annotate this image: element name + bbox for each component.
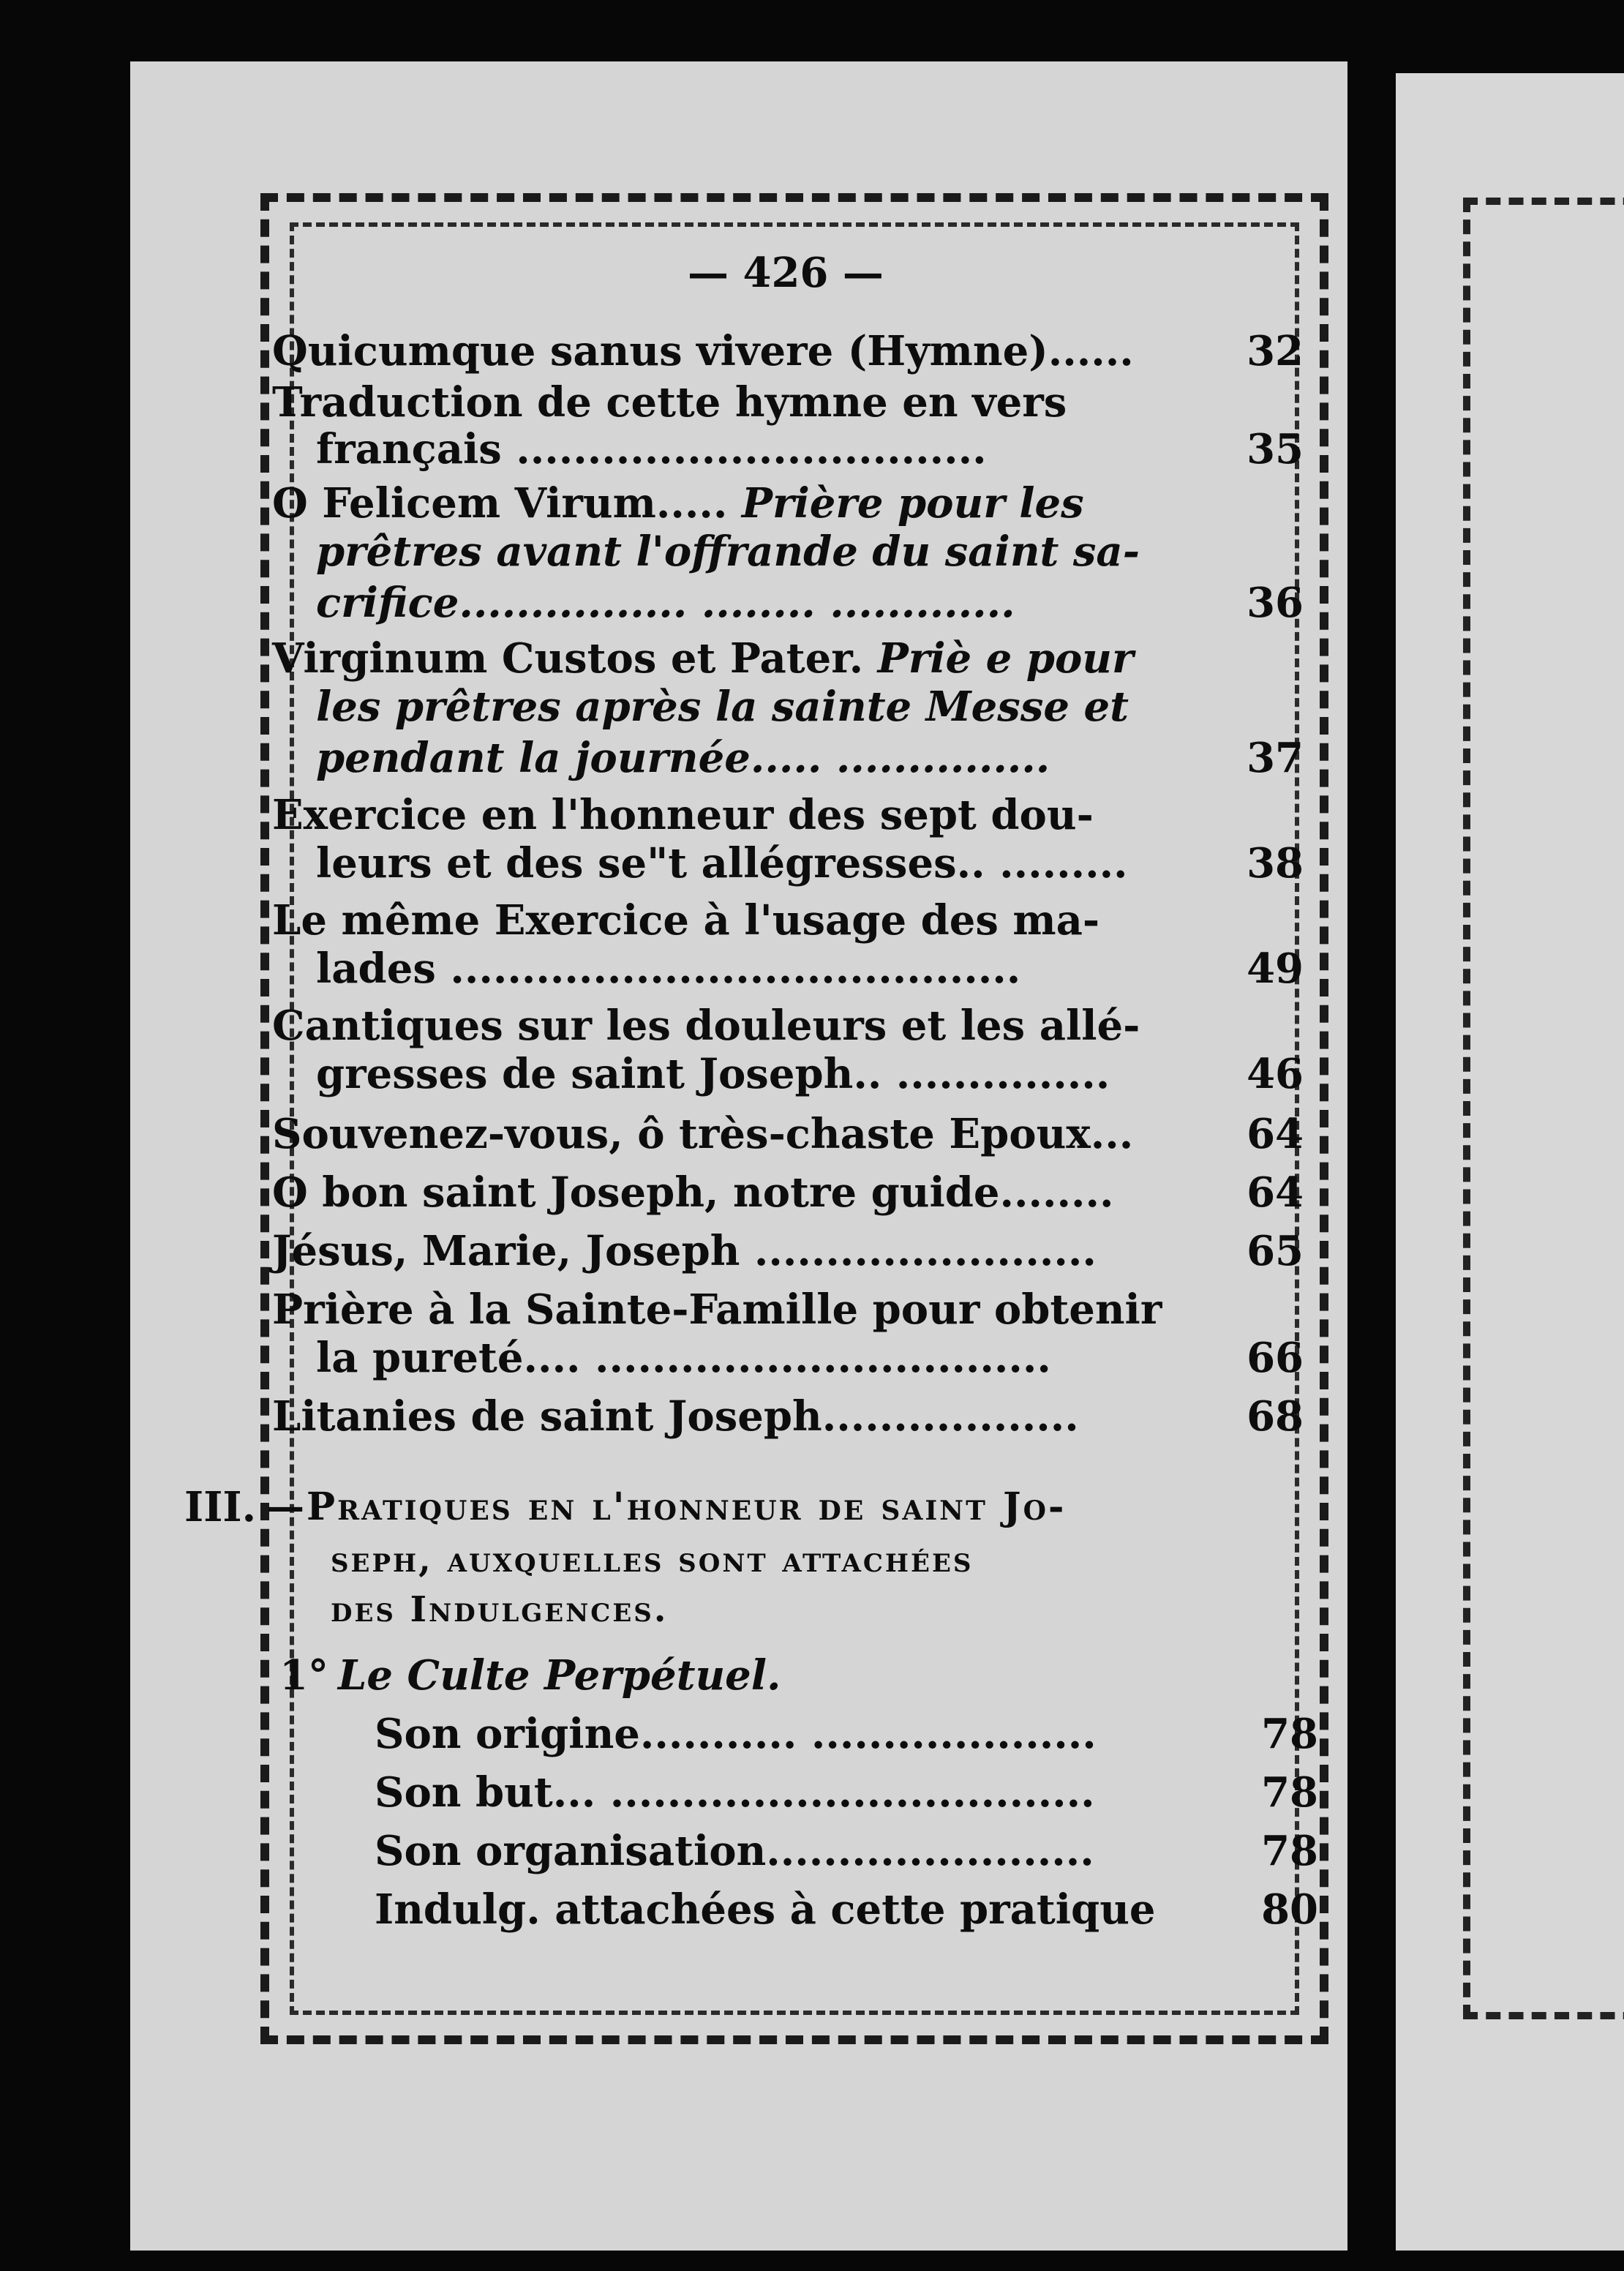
subsection-label: 1° — [279, 1651, 328, 1700]
entry-page: 46 — [1247, 1050, 1304, 1098]
entry-text: Exercice en l'honneur des sept dou- — [272, 791, 1094, 839]
entry-text: Son origine........... .................... — [375, 1710, 1097, 1758]
entry-text: Traduction de cette hymne en vers — [272, 378, 1067, 427]
entry-text: Le même Exercice à l'usage des ma- — [272, 896, 1100, 945]
entry-text: Virginum Custos et Pater. Priè e pour — [272, 634, 1134, 683]
entry-page: 66 — [1247, 1334, 1304, 1382]
right-page-edge — [1396, 73, 1624, 2251]
entry-page: 64 — [1247, 1168, 1304, 1217]
section-heading-line: —Pratiques en l'honneur de saint Jo- — [266, 1484, 1067, 1529]
entry-text: O Felicem Virum..... Prière pour les — [272, 479, 1084, 528]
entry-page: 49 — [1247, 945, 1304, 993]
entry-text: gresses de saint Joseph.. ............... — [316, 1050, 1110, 1098]
entry-text: Son organisation....................... — [375, 1827, 1094, 1875]
entry-text: Litanies de saint Joseph.................. — [272, 1392, 1079, 1441]
entry-page: 35 — [1247, 425, 1304, 473]
entry-page: 65 — [1247, 1227, 1304, 1275]
entry-text: Quicumque sanus vivere (Hymne)...... — [272, 327, 1134, 375]
entry-text: français ................................. — [316, 425, 987, 473]
section-numeral: III. — [184, 1483, 257, 1531]
entry-text: les prêtres après la sainte Messe et — [316, 683, 1129, 731]
entry-text: crifice................ ........ ............. — [316, 579, 1015, 627]
entry-page: 78 — [1261, 1710, 1318, 1758]
entry-text: Cantiques sur les douleurs et les allé- — [272, 1002, 1140, 1050]
subsection-title: Le Culte Perpétuel. — [338, 1651, 781, 1700]
right-page-border — [1463, 198, 1624, 2019]
entry-page: 80 — [1261, 1885, 1318, 1934]
section-heading-line: seph, auxquelles sont attachées — [331, 1539, 974, 1580]
entry-page: 38 — [1247, 839, 1304, 887]
entry-text: prêtres avant l'offrande du saint sa- — [316, 528, 1140, 576]
entry-text: la pureté.... ................................ — [316, 1334, 1051, 1382]
entry-text: Prière à la Sainte-Famille pour obtenir — [272, 1285, 1162, 1334]
entry-page: 64 — [1247, 1110, 1304, 1158]
entry-page: 78 — [1261, 1768, 1318, 1817]
entry-text: lades ........................................ — [316, 945, 1021, 993]
entry-text: O bon saint Joseph, notre guide........ — [272, 1168, 1114, 1217]
entry-page: 68 — [1247, 1392, 1304, 1441]
entry-text: Jésus, Marie, Joseph ........................ — [272, 1227, 1097, 1275]
entry-page: 78 — [1261, 1827, 1318, 1875]
entry-text: Son but... .................................. — [375, 1768, 1095, 1817]
entry-text: leurs et des se"t allégresses.. ......... — [316, 839, 1128, 887]
entry-text: pendant la journée..... ............... — [316, 734, 1050, 782]
entry-text: Indulg. attachées à cette pratique — [375, 1885, 1156, 1934]
entry-text: Souvenez-vous, ô très-chaste Epoux... — [272, 1110, 1134, 1158]
entry-page: 32 — [1247, 327, 1304, 375]
entry-page: 36 — [1247, 579, 1304, 627]
section-heading-line: des Indulgences. — [331, 1589, 669, 1630]
page-number: — 426 — — [688, 249, 884, 297]
entry-page: 37 — [1247, 734, 1304, 782]
